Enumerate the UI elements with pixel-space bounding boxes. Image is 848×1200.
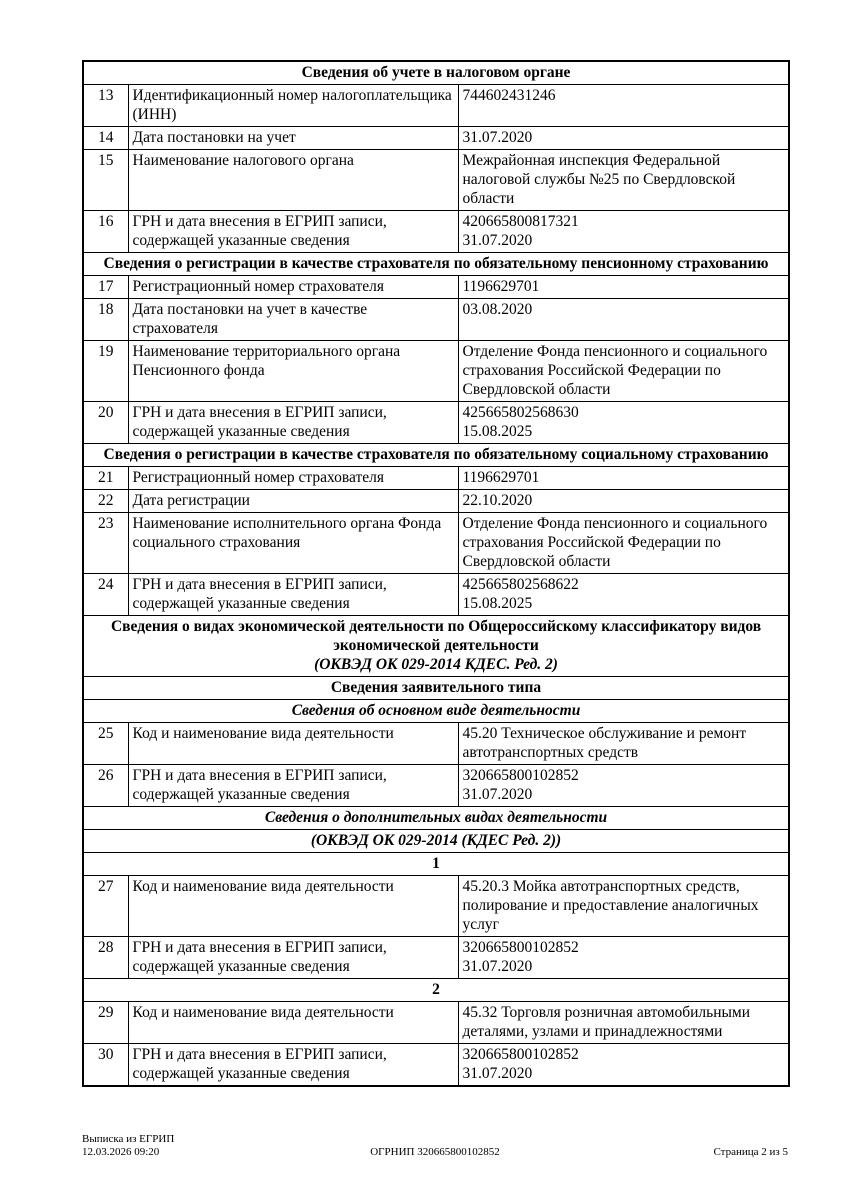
footer-datetime: 12.03.2026 09:20 (82, 1146, 160, 1158)
row-value-cell (458, 1044, 789, 1087)
row-value-line: 425665802568622 (462, 576, 579, 593)
row-label-cell: Регистрационный номер страхователя (128, 467, 458, 490)
row-number-cell: 23 (83, 513, 128, 574)
section-header-cell (83, 61, 789, 85)
egrip-table-body (83, 61, 789, 1086)
row-number-cell: 14 (83, 127, 128, 150)
row-value-line: Межрайонная инспекция Федеральной налоговой службы №25 по Свердловской области (462, 152, 736, 207)
table-row (83, 490, 789, 513)
section-header-row (83, 677, 789, 700)
row-number-cell: 22 (83, 490, 128, 513)
row-label-cell: ГРН и дата внесения в ЕГРИП записи, содержащей указанные сведения (128, 211, 458, 253)
table-row (83, 299, 789, 341)
row-value-cell (458, 513, 789, 574)
row-label-cell: Дата регистрации (128, 490, 458, 513)
row-value-line: 31.07.2020 (462, 958, 533, 975)
row-value-line: Отделение Фонда пенсионного и социального страхования Российской Федерации по Свердловской области (462, 515, 768, 570)
table-row (83, 341, 789, 402)
section-header-row (83, 830, 789, 853)
section-header-text: Сведения об учете в налоговом органе (301, 64, 571, 81)
row-label-cell: Код и наименование вида деятельности (128, 723, 458, 765)
row-value-cell (458, 85, 789, 127)
table-row (83, 876, 789, 937)
row-value-cell (458, 467, 789, 490)
row-value-cell (458, 1002, 789, 1044)
page-footer (82, 1131, 788, 1159)
table-row (83, 467, 789, 490)
row-label-cell: ГРН и дата внесения в ЕГРИП записи, содержащей указанные сведения (128, 937, 458, 979)
row-label-cell: Идентификационный номер налогоплательщика (ИНН) (128, 85, 458, 127)
table-row (83, 723, 789, 765)
row-value-line: 31.07.2020 (462, 232, 533, 249)
footer-doc-type: Выписка из ЕГРИП (82, 1133, 175, 1145)
section-header-cell (83, 444, 789, 467)
row-value-cell (458, 490, 789, 513)
row-number-cell: 30 (83, 1044, 128, 1087)
section-header-text: Сведения о регистрации в качестве страхователя по обязательному пенсионному страхованию (103, 255, 769, 272)
row-label-cell: Наименование налогового органа (128, 150, 458, 211)
row-label-cell: Наименование исполнительного органа Фонда социального страхования (128, 513, 458, 574)
row-value-line: 320665800102852 (462, 1046, 579, 1063)
section-header-text: Сведения об основном виде деятельности (291, 702, 581, 719)
section-header-row (83, 616, 789, 677)
section-header-text: (ОКВЭД ОК 029-2014 КДЕС. Ред. 2) (314, 656, 558, 673)
row-value-cell (458, 765, 789, 807)
row-number-cell: 13 (83, 85, 128, 127)
row-label-cell: ГРН и дата внесения в ЕГРИП записи, содержащей указанные сведения (128, 402, 458, 444)
row-label-cell: Регистрационный номер страхователя (128, 276, 458, 299)
table-row (83, 402, 789, 444)
table-row (83, 1002, 789, 1044)
table-row (83, 150, 789, 211)
section-header-text: 1 (432, 855, 440, 872)
row-value-line: 31.07.2020 (462, 786, 533, 803)
row-value-line: 45.20.3 Мойка автотранспортных средств, полирование и предоставление аналогичных услуг (462, 878, 759, 933)
row-value-line: 31.07.2020 (462, 1065, 533, 1082)
row-value-line: 45.20 Техническое обслуживание и ремонт автотранспортных средств (462, 725, 747, 761)
row-value-line: Отделение Фонда пенсионного и социального страхования Российской Федерации по Свердловской области (462, 343, 768, 398)
section-header-cell (83, 253, 789, 276)
table-row (83, 513, 789, 574)
footer-ogrnip: ОГРНИП 320665800102852 (370, 1146, 500, 1158)
section-header-cell (83, 677, 789, 700)
table-row (83, 765, 789, 807)
row-number-cell: 24 (83, 574, 128, 616)
row-value-cell (458, 276, 789, 299)
section-header-cell (83, 979, 789, 1002)
row-value-cell (458, 150, 789, 211)
row-label-cell: Код и наименование вида деятельности (128, 876, 458, 937)
row-number-cell: 18 (83, 299, 128, 341)
row-value-line: 320665800102852 (462, 767, 579, 784)
row-value-line: 425665802568630 (462, 404, 579, 421)
row-number-cell: 19 (83, 341, 128, 402)
row-value-cell (458, 574, 789, 616)
table-row (83, 211, 789, 253)
row-value-line: 1196629701 (462, 278, 540, 295)
row-value-cell (458, 723, 789, 765)
row-number-cell: 25 (83, 723, 128, 765)
row-value-line: 320665800102852 (462, 939, 579, 956)
table-row (83, 574, 789, 616)
section-header-cell (83, 830, 789, 853)
row-label-cell: ГРН и дата внесения в ЕГРИП записи, содержащей указанные сведения (128, 574, 458, 616)
section-header-text: Сведения о регистрации в качестве страхователя по обязательному социальному страхованию (103, 446, 769, 463)
row-value-cell (458, 402, 789, 444)
row-value-line: 1196629701 (462, 469, 540, 486)
row-number-cell: 28 (83, 937, 128, 979)
row-value-line: 03.08.2020 (462, 301, 533, 318)
section-header-row (83, 979, 789, 1002)
section-header-row (83, 253, 789, 276)
section-header-text: 2 (432, 981, 440, 998)
section-header-row (83, 700, 789, 723)
row-number-cell: 16 (83, 211, 128, 253)
row-label-cell: ГРН и дата внесения в ЕГРИП записи, содержащей указанные сведения (128, 765, 458, 807)
table-row (83, 937, 789, 979)
row-number-cell: 27 (83, 876, 128, 937)
table-row (83, 1044, 789, 1087)
row-value-line: 22.10.2020 (462, 492, 533, 509)
row-value-line: 744602431246 (462, 87, 556, 104)
row-value-line: 45.32 Торговля розничная автомобильными деталями, узлами и принадлежностями (462, 1004, 751, 1040)
row-label-cell: Дата постановки на учет в качестве страхователя (128, 299, 458, 341)
row-value-line: 15.08.2025 (462, 595, 533, 612)
section-header-row (83, 61, 789, 85)
section-header-cell (83, 616, 789, 677)
row-number-cell: 29 (83, 1002, 128, 1044)
footer-page-number: Страница 2 из 5 (713, 1146, 788, 1158)
row-value-line: 15.08.2025 (462, 423, 533, 440)
row-value-line: 31.07.2020 (462, 129, 533, 146)
section-header-cell (83, 700, 789, 723)
section-header-text: Сведения о дополнительных видах деятельности (264, 809, 608, 826)
section-header-row (83, 807, 789, 830)
row-value-cell (458, 299, 789, 341)
row-value-line: 420665800817321 (462, 213, 579, 230)
row-label-cell: ГРН и дата внесения в ЕГРИП записи, содержащей указанные сведения (128, 1044, 458, 1087)
egrip-table (82, 60, 790, 1087)
table-row (83, 127, 789, 150)
row-number-cell: 17 (83, 276, 128, 299)
section-header-text: (ОКВЭД ОК 029-2014 (КДЕС Ред. 2)) (310, 832, 562, 849)
row-number-cell: 21 (83, 467, 128, 490)
row-label-cell: Наименование территориального органа Пенсионного фонда (128, 341, 458, 402)
section-header-text: Сведения заявительного типа (330, 679, 542, 696)
row-value-cell (458, 127, 789, 150)
table-row (83, 85, 789, 127)
row-label-cell: Дата постановки на учет (128, 127, 458, 150)
section-header-row (83, 853, 789, 876)
section-header-cell (83, 853, 789, 876)
section-header-row (83, 444, 789, 467)
row-label-cell: Код и наименование вида деятельности (128, 1002, 458, 1044)
section-header-cell (83, 807, 789, 830)
row-value-cell (458, 211, 789, 253)
table-row (83, 276, 789, 299)
row-value-cell (458, 341, 789, 402)
row-number-cell: 20 (83, 402, 128, 444)
section-header-text: Сведения о видах экономической деятельности по Общероссийскому классификатору видов экономической деятельности (110, 618, 762, 654)
row-value-cell (458, 937, 789, 979)
row-value-cell (458, 876, 789, 937)
row-number-cell: 15 (83, 150, 128, 211)
row-number-cell: 26 (83, 765, 128, 807)
